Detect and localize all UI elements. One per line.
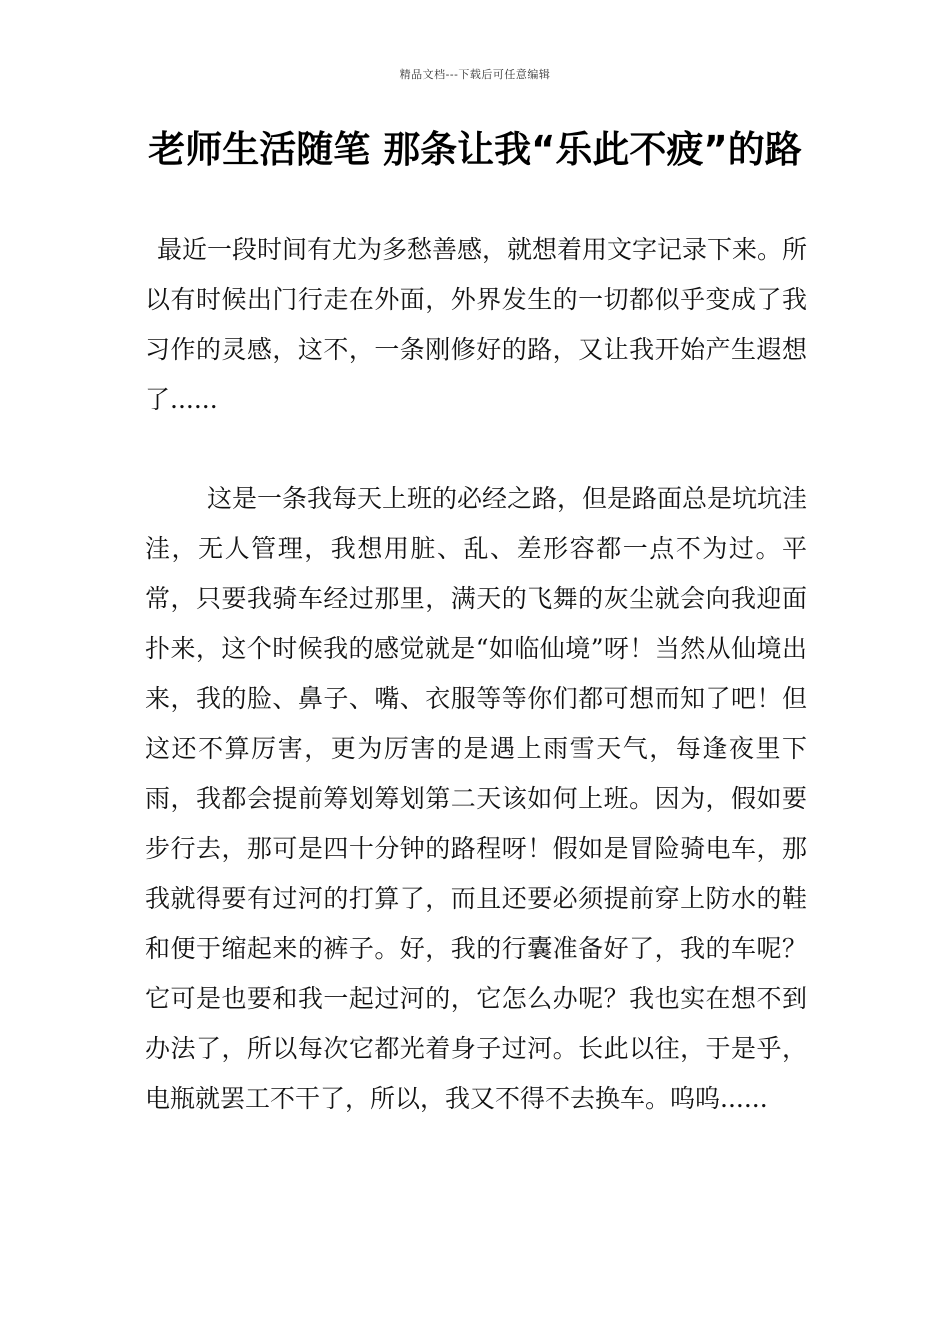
- document-title: 老师生活随笔 那条让我“乐此不疲”的路: [148, 128, 802, 171]
- paragraph-2: 这是一条我每天上班的必经之路，但是路面总是坑坑洼洼，无人管理，我想用脏、乱、差形容都一点不为过。平常，只要我骑车经过那里，满天的飞舞的灰尘就会向我迎面扑来，这个时候我的感觉就是“如临仙境”呀！当然从仙境出来，我的脸、鼻子、嘴、衣服等等你们都可想而知了吧！但这还不算厉害，更为厉害的是遇上雨雪天气，每逢夜里下雨，我都会提前筹划筹划第二天该如何上班。因为，假如要步行去，那可是四十分钟的路程呀！假如是冒险骑电车，那我就得要有过河的打算了，而且还要必须提前穿上防水的鞋和便于缩起来的裤子。好，我的行囊准备好了，我的车呢？它可是也要和我一起过河的，它怎么办呢？我也实在想不到办法了，所以每次它都光着身子过河。长此以往，于是乎，电瓶就罢工不干了，所以，我又不得不去换车。呜呜......: [145, 484, 808, 1113]
- header-note: 精品文档---下载后可任意编辑: [399, 68, 551, 81]
- paragraph-1: 最近一段时间有尤为多愁善感，就想着用文字记录下来。所以有时候出门行走在外面，外界发生的一切都似乎变成了我习作的灵感，这不，一条刚修好的路，又让我开始产生遐想了......: [145, 235, 808, 414]
